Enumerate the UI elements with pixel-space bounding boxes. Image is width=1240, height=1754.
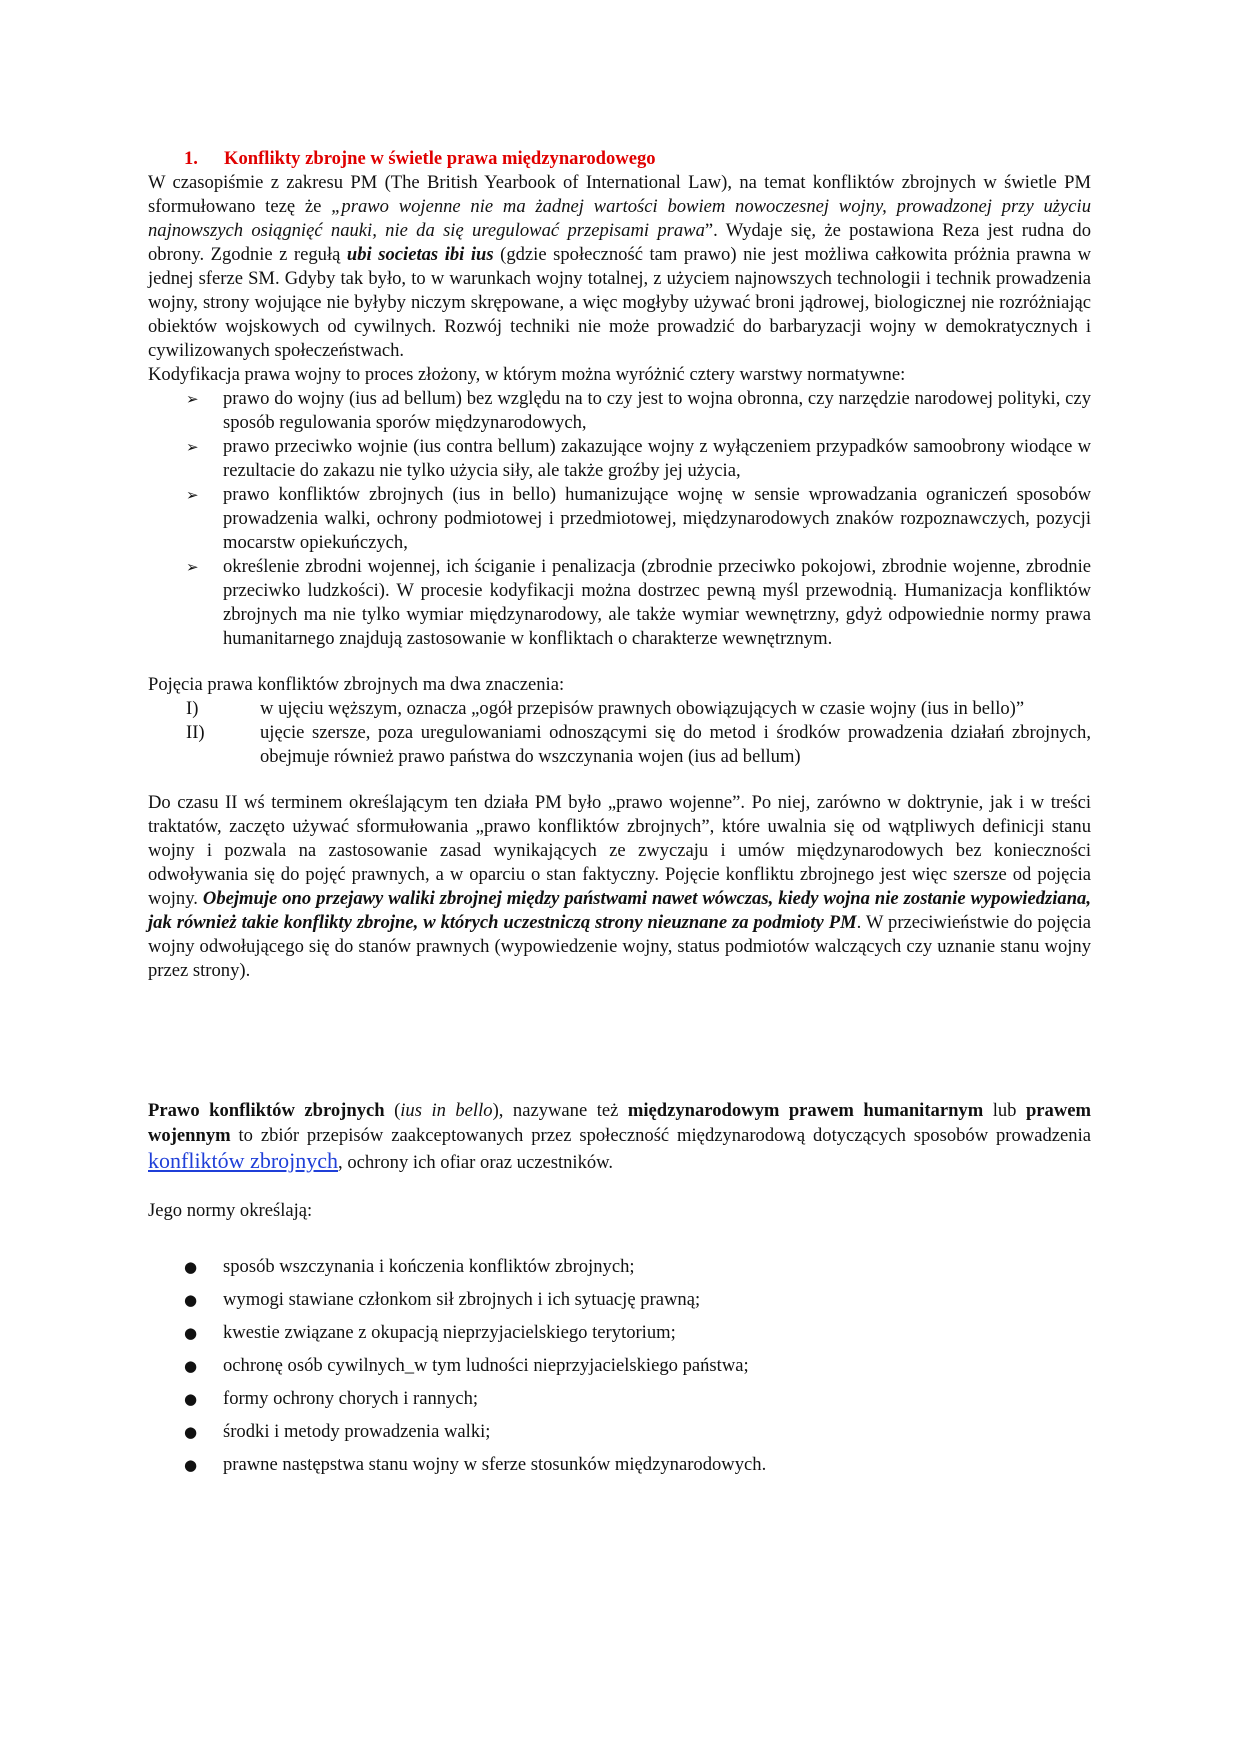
list-item: [148, 721, 1091, 769]
roman-numeral: II): [186, 722, 205, 743]
round-bullet-icon: ●: [184, 1456, 198, 1474]
armed-conflicts-link[interactable]: konfliktów zbrojnych: [148, 1148, 339, 1173]
text-run: W czasopiśmie z zakresu PM (The British Yearbook of International Law), na temat konfliktów zbrojnych w świetle PM sformułowano tezę że: [148, 172, 1091, 217]
list-item-text: ujęcie szersze, poza uregulowaniami odnoszącymi się do metod i środków prowadzenia działań zbrojnych, obejmuje również prawo państwa do wszczynania wojen (ius ad bellum): [260, 722, 1091, 767]
text-run: to zbiór przepisów zaakceptowanych przez społeczność międzynarodową dotyczących sposobów prowadzenia: [230, 1125, 1091, 1146]
round-bullet-icon: ●: [184, 1324, 198, 1342]
list-item: [148, 1321, 1091, 1345]
round-bullet-icon: ●: [184, 1291, 198, 1309]
paragraph-codification: Kodyfikacja prawa wojny to proces złożony, w którym można wyróżnić cztery warstwy normatywne:: [148, 364, 906, 385]
list-item: [148, 1354, 1091, 1378]
list-item: [148, 1387, 1091, 1411]
round-bullet-icon: ●: [184, 1390, 198, 1408]
text-run: ), nazywane też: [492, 1100, 628, 1121]
paragraph-intro: [148, 171, 1091, 363]
list-item: [148, 1453, 1091, 1477]
text-run: (: [384, 1100, 401, 1121]
round-bullet-icon: ●: [184, 1357, 198, 1375]
list-item-text: prawo do wojny (ius ad bellum) bez względu na to czy jest to wojna obronna, czy narzędzie narodowej polityki, czy sposób regulowania sporów międzynarodowych,: [223, 388, 1091, 433]
list-item: [148, 435, 1091, 483]
term-bold: prawem wojennym: [148, 1100, 1092, 1146]
arrowhead-bullet-icon: ➢: [186, 486, 199, 504]
list-item-text: prawo przeciwko wojnie (ius contra bellum) zakazujące wojny z wyłączeniem przypadków samoobrony wiodące w rezultacie do zakazu nie tylko użycia siły, ale także groźby jej użycia,: [223, 436, 1091, 481]
list-item: [148, 697, 1091, 721]
term-bold: Prawo konfliktów zbrojnych: [148, 1100, 385, 1121]
quote-italic: „prawo wojenne nie ma żadnej wartości bowiem nowoczesnej wojny, prowadzonej przy użyciu najnowszych osiągnięć nauki, nie da się uregulować przepisami prawa: [148, 196, 1091, 241]
text-run: . W przeciwieństwie do pojęcia wojny odwołującego się do stanów prawnych (wypowiedzenie wojny, status podmiotów walczących czy uznanie stanu wojny przez strony).: [148, 912, 1092, 981]
list-item-text: środki i metody prowadzenia walki;: [223, 1421, 491, 1442]
section-heading: [184, 147, 1091, 171]
document-body: [148, 147, 1091, 1486]
normative-layers-list: [148, 387, 1091, 651]
arrowhead-bullet-icon: ➢: [186, 390, 199, 408]
list-item: [148, 1420, 1091, 1444]
list-item-text: wymogi stawiane członkom sił zbrojnych i ich sytuację prawną;: [223, 1289, 701, 1310]
heading-number: 1.: [184, 148, 198, 169]
meanings-list: [148, 697, 1091, 769]
roman-numeral: I): [186, 698, 199, 719]
emphasis-bold-italic: Obejmuje ono przejawy waliki zbrojnej między państwami nawet wówczas, kiedy wojna nie zostanie wypowiedziana, jak również takie konflikty zbrojne, w których uczestniczą strony nieuznane za podmioty PM: [148, 888, 1091, 933]
latin-maxim: ubi societas ibi ius: [346, 244, 494, 265]
heading-text: Konflikty zbrojne w świetle prawa międzynarodowego: [224, 148, 656, 169]
list-item-text: formy ochrony chorych i rannych;: [223, 1388, 479, 1409]
paragraph-meanings: Pojęcia prawa konfliktów zbrojnych ma dwa znaczenia:: [148, 674, 565, 695]
text-run: , ochrony ich ofiar oraz uczestników.: [338, 1152, 614, 1173]
list-item: [148, 387, 1091, 435]
term-italic: ius in bello: [400, 1100, 493, 1121]
paragraph-norms-intro: Jego normy określają:: [148, 1200, 313, 1221]
list-item-text: ochronę osób cywilnych_w tym ludności nieprzyjacielskiego państwa;: [223, 1355, 749, 1376]
text-run: ”. Wydaje się, że postawiona Reza jest rudna do obrony. Zgodnie z regułą: [148, 220, 1091, 265]
list-item: [148, 483, 1091, 555]
text-run: Do czasu II wś terminem określającym ten działa PM było „prawo wojenne”. Po niej, zarówno w doktrynie, jak i w treści traktatów, zaczęto używać sformułowania „prawo konfliktów zbrojnych”, które uwalnia się od wątpliwych definicji stanu wojny i pozwala na zastosowanie zasad wynikających ze zwyczaju i umów międzynarodowych bez konieczności odwoływania się do pojęć prawnych, a w oparciu o stan faktyczny. Pojęcie konfliktu zbrojnego jest więc szersze od pojęcia wojny.: [148, 792, 1091, 909]
text-run: (gdzie społeczność tam prawo) nie jest możliwa całkowita próżnia prawna w jednej sferze SM. Gdyby tak było, to w warunkach wojny totalnej, z użyciem najnowszych technologii i technik prowadzenia wojny, strony wojujące nie byłyby niczym skrępowane, a więc mogłyby używać broni jądrowej, biologicznej nie rozróżniając obiektów wojskowych od cywilnych. Rozwój techniki nie może prowadzić do barbaryzacji wojny w demokratycznych i cywilizowanych społeczeństwach.: [148, 244, 1091, 361]
list-item-text: prawne następstwa stanu wojny w sferze stosunków międzynarodowych.: [223, 1454, 767, 1475]
list-item-text: określenie zbrodni wojennej, ich ściganie i penalizacja (zbrodnie przeciwko pokojowi, zbrodnie wojenne, zbrodnie przeciwko ludzkości). W procesie kodyfikacji można dostrzec pewną myśl przewodnią. Humanizacja konfliktów zbrojnych ma nie tylko wymiar międzynarodowy, ale także wymiar wewnętrzny, gdyż odpowiednie normy prawa humanitarnego znajdują zastosowanie w konfliktach o charakterze wewnętrznym.: [223, 556, 1091, 649]
norms-list: [148, 1255, 1091, 1477]
list-item-text: kwestie związane z okupacją nieprzyjacielskiego terytorium;: [223, 1322, 676, 1343]
paragraph-definition: [148, 1098, 1091, 1175]
list-item-text: prawo konfliktów zbrojnych (ius in bello) humanizujące wojnę w sensie wprowadzania ograniczeń sposobów prowadzenia walki, ochrony podmiotowej i przedmiotowej, międzynarodowych znaków rozpoznawczych, pozycji mocarstw opiekuńczych,: [223, 484, 1091, 553]
list-item: [148, 1255, 1091, 1279]
text-run: lub: [983, 1100, 1026, 1121]
round-bullet-icon: ●: [184, 1423, 198, 1441]
term-bold: międzynarodowym prawem humanitarnym: [627, 1100, 984, 1121]
paragraph-history: [148, 791, 1091, 983]
arrowhead-bullet-icon: ➢: [186, 558, 199, 576]
list-item-text: w ujęciu węższym, oznacza „ogół przepisów prawnych obowiązujących w czasie wojny (ius in bello)”: [260, 698, 1025, 719]
list-item: [148, 1288, 1091, 1312]
arrowhead-bullet-icon: ➢: [186, 438, 199, 456]
list-item-text: sposób wszczynania i kończenia konfliktów zbrojnych;: [223, 1256, 635, 1277]
list-item: [148, 555, 1091, 651]
round-bullet-icon: ●: [184, 1258, 198, 1276]
